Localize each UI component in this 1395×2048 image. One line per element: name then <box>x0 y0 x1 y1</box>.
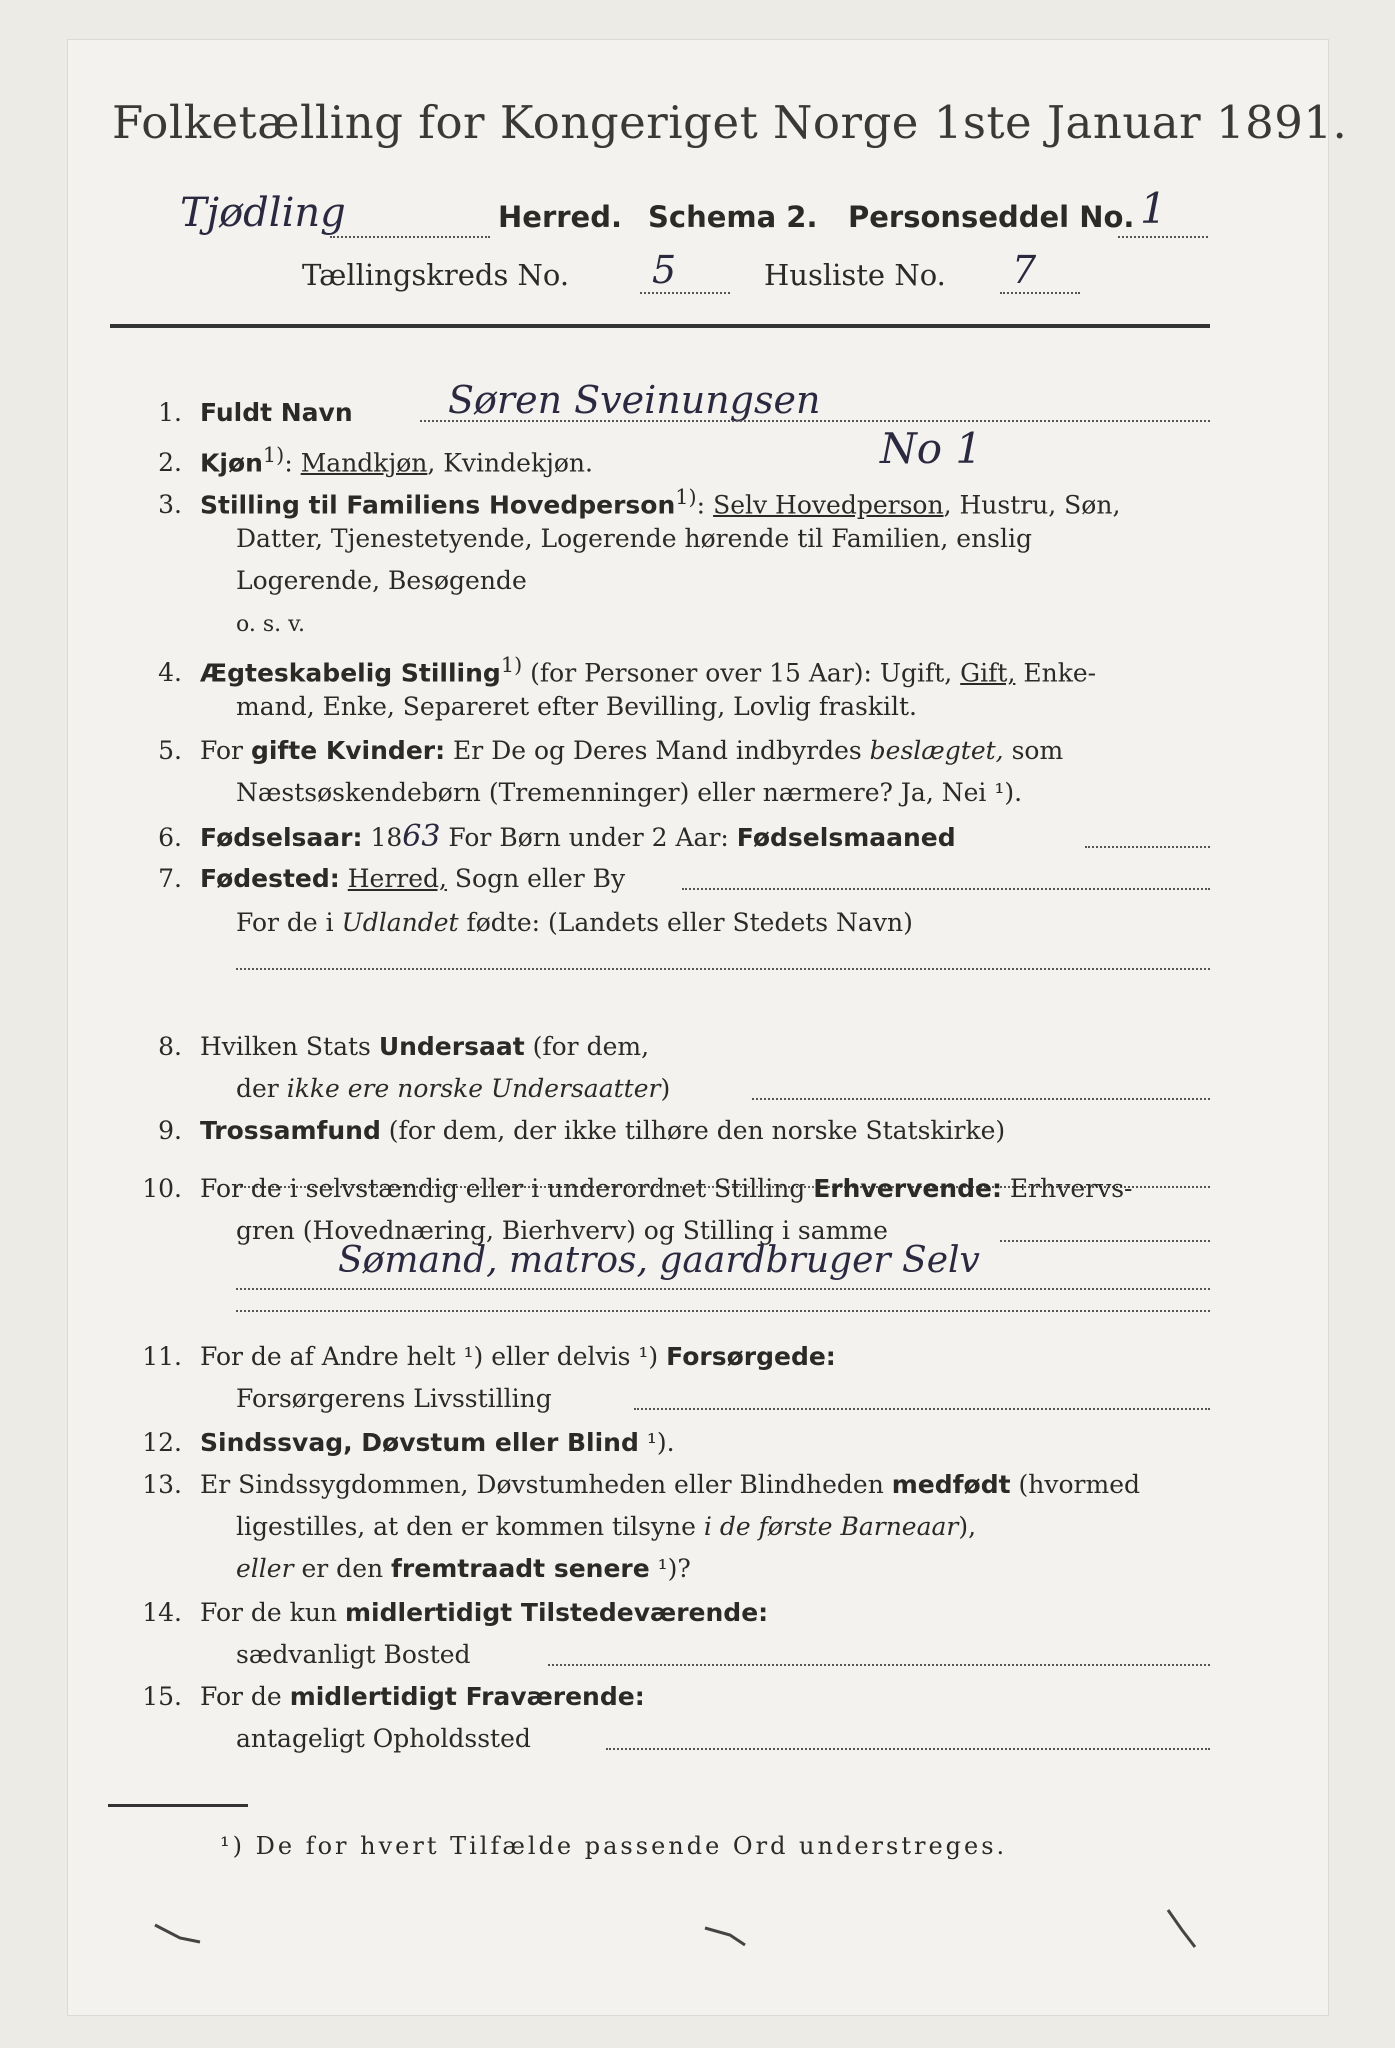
personseddel-label: Personseddel No. <box>848 200 1135 234</box>
q5-pre: For <box>200 736 251 765</box>
q15-line2: antageligt Opholdssted <box>236 1724 531 1753</box>
q9-label: Trossamfund <box>200 1116 381 1145</box>
header-rule <box>110 324 1210 328</box>
q11-dotline <box>634 1408 1210 1410</box>
q15-pre: For de <box>200 1682 290 1711</box>
q8-line2-a: der <box>236 1074 287 1103</box>
q11-label: Forsørgede: <box>666 1342 836 1371</box>
q3-line2: Datter, Tjenestetyende, Logerende hørende til Familien, enslig <box>236 524 1033 553</box>
question-7 <box>120 858 625 900</box>
q12-number: 12. <box>142 1428 182 1457</box>
q4-label: Ægteskabelig Stilling <box>200 658 501 688</box>
q14-pre: For de kun <box>200 1598 345 1627</box>
q7-selected-option: Herred, <box>347 864 447 893</box>
footnote-rule <box>108 1804 248 1807</box>
q11-line2: Forsørgerens Livsstilling <box>236 1384 552 1413</box>
husliste-dotline <box>1000 292 1080 294</box>
q7-dotline <box>682 888 1210 890</box>
q10-answer-handwritten: Sømand, matros, gaardbruger Selv <box>338 1240 980 1281</box>
personseddel-dotline <box>1118 236 1208 238</box>
tellingskreds-label: Tællingskreds No. <box>302 258 570 292</box>
question-5 <box>120 730 1063 772</box>
q7-line2-a: For de i <box>236 908 342 937</box>
q5-text2: som <box>1003 736 1064 765</box>
q13-line2-italic: i de første Barneaar <box>703 1512 959 1541</box>
husliste-number: 7 <box>1012 248 1037 292</box>
q8-line2 <box>236 1068 670 1110</box>
q6-year-prefix: 18 <box>362 823 403 852</box>
q13-line2-a: ligestilles, at den er kommen tilsyne <box>236 1512 704 1541</box>
herred-name-handwritten: Tjødling <box>180 190 346 236</box>
q7-answer-dotline <box>236 968 1210 970</box>
q15-dotline <box>606 1748 1210 1750</box>
q10-line2: gren (Hovednæring, Bierhverv) og Stilling i samme <box>236 1216 888 1245</box>
q8-number: 8. <box>158 1032 182 1061</box>
q4-selected-option: Gift, <box>960 658 1016 688</box>
q13-line2-b: ), <box>958 1512 977 1541</box>
q4-text-post: Enke- <box>1015 658 1097 688</box>
q6-dotline <box>1085 846 1210 848</box>
question-9 <box>120 1110 1005 1152</box>
q6-mid-text: For Børn under 2 Aar: <box>440 823 737 852</box>
question-8 <box>120 1026 649 1068</box>
q8-line2-italic: ikke ere norske Undersaatter <box>286 1074 661 1103</box>
question-10 <box>120 1168 1132 1210</box>
q8-dotline <box>752 1098 1210 1100</box>
q2-number: 2. <box>158 448 182 478</box>
q13-number: 13. <box>142 1470 182 1499</box>
q1-dotline <box>420 420 1210 422</box>
q5-label: gifte Kvinder: <box>250 736 446 765</box>
q10-number: 10. <box>142 1174 182 1203</box>
q14-line2: sædvanligt Bosted <box>236 1640 471 1669</box>
q6-label2: Fødselsmaaned <box>736 823 956 852</box>
q5-number: 5. <box>158 736 182 765</box>
q3-number: 3. <box>158 490 182 520</box>
q13-label: medfødt <box>891 1470 1011 1499</box>
q5-line2: Næstsøskendebørn (Tremenninger) eller nærmere? Ja, Nei ¹). <box>236 778 1023 807</box>
q1-number: 1. <box>158 398 182 427</box>
q7-number: 7. <box>158 864 182 893</box>
q13-line3-italic: eller <box>236 1554 294 1583</box>
q1-label: Fuldt Navn <box>200 398 353 427</box>
q2-note-handwritten: No 1 <box>880 424 983 473</box>
q6-label: Fødselsaar: <box>200 823 363 852</box>
q2-label: Kjøn <box>200 448 263 478</box>
q7-line2-b: fødte: (Landets eller Stedets Navn) <box>458 908 913 937</box>
q6-year-handwritten: 63 <box>402 819 441 854</box>
q5-text1: Er De og Deres Mand indbyrdes <box>445 736 870 765</box>
question-13 <box>120 1464 1140 1506</box>
tellingskreds-number: 5 <box>652 248 677 292</box>
tellingskreds-dotline <box>640 292 730 294</box>
schema-label: Schema 2. <box>648 200 818 234</box>
q8-rest: (for dem, <box>524 1032 650 1061</box>
q3-line3: Logerende, Besøgende <box>236 566 527 595</box>
q5-italic: beslægtet, <box>869 736 1004 765</box>
q2-option-kvindekjon: , Kvindekjøn. <box>427 448 593 478</box>
q13-rest: (hvormed <box>1010 1470 1140 1499</box>
q3-options-rest: , Hustru, Søn, <box>943 490 1121 520</box>
q13-line3-a: er den <box>293 1554 392 1583</box>
q10-line2-dotline <box>1000 1240 1210 1242</box>
q7-line2 <box>236 902 913 944</box>
herred-dotline <box>330 236 490 238</box>
margin-mark-right <box>1160 1905 1210 1955</box>
q11-pre: For de af Andre helt ¹) eller delvis ¹) <box>200 1342 667 1371</box>
q13-line2 <box>236 1506 976 1548</box>
q10-pre: For de i selvstændig eller i underordnet Stilling <box>200 1174 814 1203</box>
q8-label: Undersaat <box>378 1032 525 1061</box>
question-1 <box>120 392 353 434</box>
q4-footnote-ref: 1) <box>500 653 523 677</box>
q10-answer-dotline <box>236 1288 1210 1290</box>
q13-line3 <box>236 1548 691 1590</box>
margin-mark-center <box>700 1920 760 1950</box>
q14-number: 14. <box>142 1598 182 1627</box>
q3-line4: o. s. v. <box>236 612 305 637</box>
q13-pre: Er Sindssygdommen, Døvstumheden eller Blindheden <box>200 1470 892 1499</box>
question-14 <box>120 1592 768 1634</box>
q4-text: (for Personer over 15 Aar): Ugift, <box>522 658 961 688</box>
q4-number: 4. <box>158 658 182 688</box>
q3-footnote-ref: 1) <box>675 485 697 509</box>
form-title: Folketælling for Kongeriget Norge 1ste Januar 1891. <box>112 96 1348 149</box>
q9-number: 9. <box>158 1116 182 1145</box>
q3-selected-option: Selv Hovedperson <box>713 490 944 520</box>
q7-line2-italic: Udlandet <box>341 908 459 937</box>
q1-answer-name: Søren Sveinungsen <box>448 378 821 422</box>
q7-rest: Sogn eller By <box>446 864 626 893</box>
q14-label: midlertidigt Tilstedeværende: <box>344 1598 769 1627</box>
herred-label: Herred. <box>498 200 622 234</box>
q10-rest: Erhvervs- <box>1001 1174 1133 1203</box>
q8-line2-b: ) <box>660 1074 671 1103</box>
husliste-label: Husliste No. <box>764 258 946 292</box>
question-12 <box>120 1422 675 1464</box>
q14-dotline <box>548 1664 1210 1666</box>
margin-mark-left <box>150 1920 210 1950</box>
q11-number: 11. <box>142 1342 182 1371</box>
q7-label: Fødested: <box>200 864 340 893</box>
q15-label: midlertidigt Fraværende: <box>289 1682 645 1711</box>
q12-label: Sindssvag, Døvstum eller Blind <box>200 1428 639 1457</box>
q2-footnote-ref: 1) <box>262 443 285 467</box>
q12-post: ¹). <box>638 1428 675 1457</box>
question-11 <box>120 1336 836 1378</box>
q10-extra-dotline <box>236 1310 1210 1312</box>
q13-line3-c: ¹)? <box>649 1554 691 1583</box>
q6-number: 6. <box>158 823 182 852</box>
footnote-text: ¹) De for hvert Tilfælde passende Ord understreges. <box>220 1832 1008 1860</box>
q2-option-mandkjon: Mandkjøn <box>300 448 428 478</box>
question-15 <box>120 1676 645 1718</box>
q15-number: 15. <box>142 1682 182 1711</box>
q10-label: Erhvervende: <box>813 1174 1002 1203</box>
q13-line3-bold: fremtraadt senere <box>391 1554 650 1583</box>
q8-pre: Hvilken Stats <box>200 1032 379 1061</box>
personseddel-number: 1 <box>1140 184 1167 233</box>
q9-rest: (for dem, der ikke tilhøre den norske Statskirke) <box>380 1116 1006 1145</box>
question-2: 2. Kjøn$^{1)}$: Mandkjøn, Kvindekjøn. <box>120 434 593 484</box>
q3-colon: : <box>696 490 706 520</box>
q4-line2: mand, Enke, Separeret efter Bevilling, Lovlig fraskilt. <box>236 692 917 721</box>
question-6 <box>120 816 956 859</box>
q3-label: Stilling til Familiens Hovedperson <box>200 490 676 520</box>
